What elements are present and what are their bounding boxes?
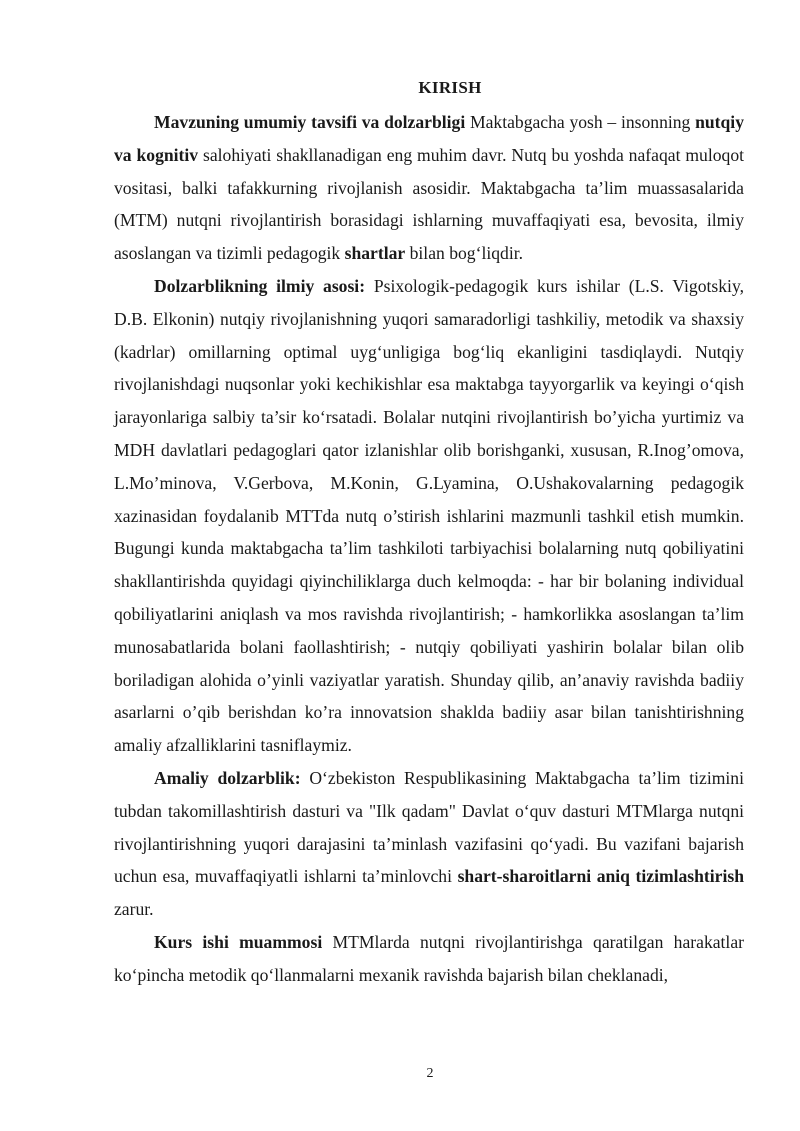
text-segment: salohiyati shakllanadigan eng muhim davr. Nutq bu yoshda nafaqat muloqot vositasi, balki tafakkurning rivojlanish asosidir. Maktabgacha ta’lim muassasalarida (MTM) nutqni rivojlantirish borasidagi ishlarning muvaffaqiyati esa, bevosita, ilmiy asoslangan va tizimli pedagogik xyxy=(114,144,744,264)
page-number: 2 xyxy=(426,1066,434,1081)
text-segment: Maktabgacha yosh – insonning xyxy=(465,112,696,132)
document-body xyxy=(114,106,744,992)
paragraph xyxy=(114,926,744,992)
bold-text-segment: Dolzarblikning ilmiy asosi: xyxy=(154,275,366,296)
bold-text-segment: Kurs ishi muammosi xyxy=(154,931,323,952)
paragraph xyxy=(114,270,744,762)
text-segment: MTMlarda nutqni rivojlantirishga qaratilgan harakatlar ko‘pincha metodik qo‘llanmalarni mexanik ravishda bajarish bilan cheklanadi, xyxy=(114,931,744,985)
bold-text-segment: nutqiy va kognitiv xyxy=(114,112,744,165)
bold-text-segment: Mavzuning umumiy tavsifi va dolzarbligi xyxy=(154,112,466,132)
text-segment: zarur. xyxy=(114,899,154,920)
section-title: KIRISH xyxy=(418,78,482,97)
bold-text-segment: shart-sharoitlarni aniq tizimlashtirish xyxy=(457,866,744,887)
bold-text-segment: shartlar xyxy=(344,243,406,264)
paragraph xyxy=(114,762,744,926)
text-segment: O‘zbekiston Respublikasining Maktabgacha ta’lim tizimini tubdan takomillashtirish dasturi va "Ilk qadam" Davlat o‘quv dasturi MTMlarga nutqni rivojlantirishning yuqori darajasini ta’minlash vazifasini qo‘yadi. Bu vazifani bajarish uchun esa, muvaffaqiyatli ishlarni ta’minlovchi xyxy=(114,767,744,887)
text-segment: bilan bog‘liqdir. xyxy=(405,243,523,264)
paragraph xyxy=(114,106,744,270)
text-segment: Psixologik-pedagogik kurs ishilar (L.S. Vigotskiy, D.B. Elkonin) nutqiy rivojlanishning yuqori samaradorligi tashkiliy, metodik va shaxsiy (kadrlar) omillarning optimal uyg‘unligiga bog‘liq ekanligini tasdiqlaydi. Nutqiy rivojlanishdagi nuqsonlar yoki kechikishlar esa maktabga tayyorgarlik va keyingi o‘qish jarayonlariga salbiy ta’sir ko‘rsatadi. Bolalar nutqini rivojlantirish bo’yicha yurtimiz va MDH davlatlari pedagoglari qator izlanishlar olib borishganki, xususan, R.Inog’omova, L.Mo’minova, V.Gerbova, M.Konin, G.Lyamina, O.Ushakovalarning pedagogik xazinasidan foydalanib MTTda nutq o’stirish ishlarini mazmunli tashkil etish mumkin. Bugungi kunda maktabgacha ta’lim tashkiloti tarbiyachisi bolalarning nutq qobiliyatini shakllantirishda quyidagi qiyinchiliklarga duch kelmoqda: - har bir bolaning individual qobiliyatlarini aniqlash va mos ravishda rivojlantirish; - hamkorlikka asoslangan ta’lim munosabatlarida bolani faollashtirish; - nutqiy qobiliyati yashirin bolalar bilan olib boriladigan alohida o’yinli vaziyatlar yaratish. Shunday qilib, an’anaviy ravishda badiiy asarlarni o’qib berishdan ko’ra innovatsion shaklda badiiy asar bilan tanishtirishning amaliy afzalliklarini tasniflaymiz. xyxy=(114,275,744,756)
bold-text-segment: Amaliy dolzarblik: xyxy=(154,767,301,788)
